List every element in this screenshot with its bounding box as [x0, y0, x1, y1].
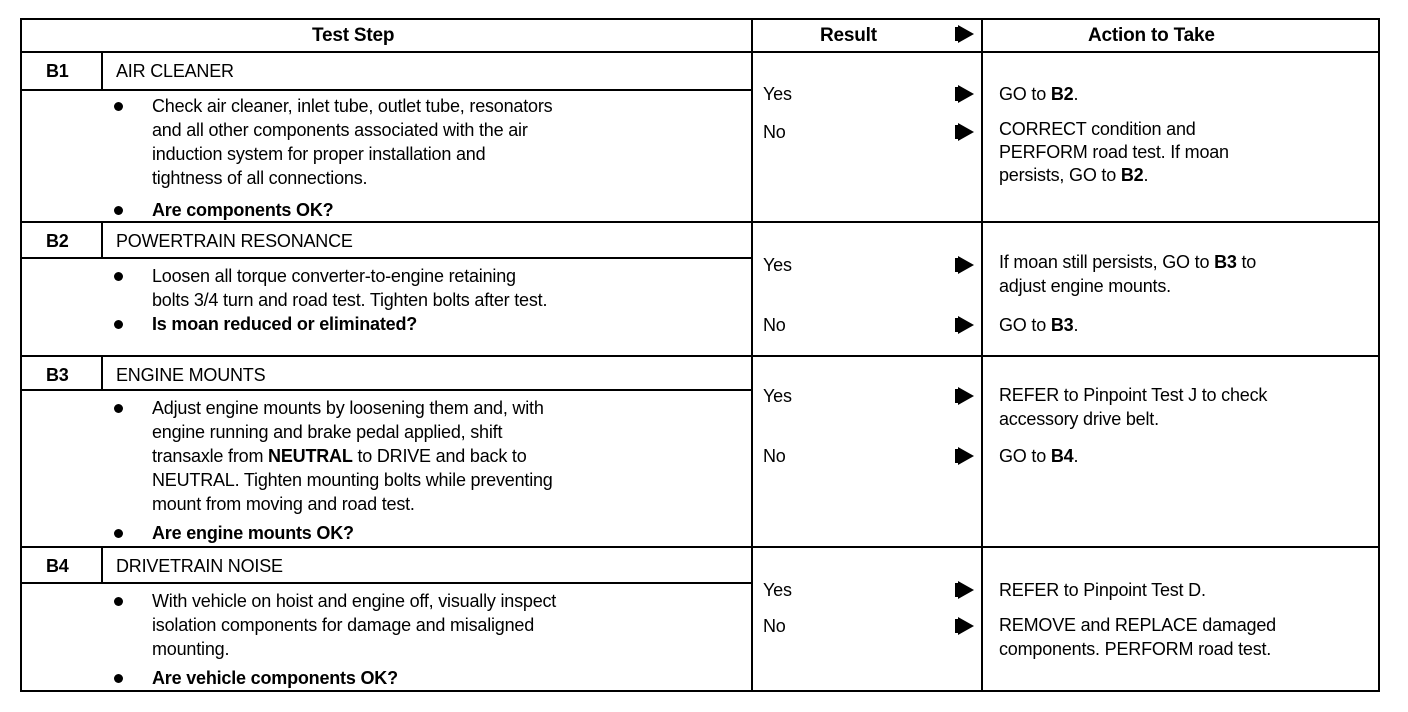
- header-action: Action to Take: [1088, 25, 1215, 46]
- bullet-icon: [114, 272, 123, 281]
- header-test-step: Test Step: [312, 25, 395, 46]
- text-run: engine running and brake pedal applied, shift: [152, 422, 503, 442]
- text-run: REFER to Pinpoint Test D.: [999, 580, 1206, 600]
- step-id: B4: [46, 556, 69, 576]
- bullet-icon: [114, 674, 123, 683]
- text-run: .: [1073, 446, 1079, 466]
- text-run: NEUTRAL: [268, 446, 353, 466]
- bullet-icon: [114, 529, 123, 538]
- text-run: NEUTRAL. Tighten mounting bolts while preventing: [152, 470, 553, 490]
- action-text: [999, 613, 1276, 637]
- divider: [20, 257, 752, 259]
- step-id: B2: [46, 231, 69, 251]
- text-run: REFER to Pinpoint Test J to check: [999, 385, 1268, 405]
- action-text: [999, 140, 1229, 164]
- text-run: With vehicle on hoist and engine off, visually inspect: [152, 591, 557, 611]
- arrow-icon: [958, 25, 974, 43]
- text-run: CORRECT condition and: [999, 119, 1196, 139]
- divider: [101, 356, 103, 390]
- text-run: B2: [1050, 84, 1074, 104]
- text-run: B2: [1120, 165, 1144, 185]
- bullet-icon: [114, 404, 123, 413]
- text-run: tightness of all connections.: [152, 168, 368, 188]
- action-text: [999, 274, 1171, 298]
- header-result: Result: [820, 25, 877, 46]
- text-run: Is moan reduced or eliminated?: [152, 314, 418, 334]
- result-no: No: [763, 122, 786, 142]
- text-run: Check air cleaner, inlet tube, outlet tube, resonators: [152, 96, 553, 116]
- text-run: transaxle from: [152, 446, 269, 466]
- text-run: mounting.: [152, 639, 230, 659]
- instruction-line: [152, 288, 547, 312]
- action-text: [999, 82, 1078, 106]
- text-run: persists, GO to: [999, 165, 1121, 185]
- instruction-line: [152, 312, 417, 336]
- instruction-line: [152, 420, 502, 444]
- instruction-line: [152, 264, 516, 288]
- instruction-line: [152, 166, 367, 190]
- arrow-icon: [958, 581, 974, 599]
- divider: [20, 221, 1380, 223]
- text-run: PERFORM road test. If moan: [999, 142, 1229, 162]
- divider: [20, 89, 752, 91]
- bullet-icon: [114, 206, 123, 215]
- step-title: POWERTRAIN RESONANCE: [116, 231, 353, 251]
- action-text: [999, 313, 1078, 337]
- action-text: [999, 163, 1148, 187]
- divider: [101, 52, 103, 90]
- result-yes: Yes: [763, 386, 792, 406]
- action-text: [999, 444, 1078, 468]
- instruction-line: [152, 396, 544, 420]
- text-run: Loosen all torque converter-to-engine retaining: [152, 266, 516, 286]
- instruction-line: [152, 666, 398, 690]
- bullet-icon: [114, 102, 123, 111]
- text-run: .: [1143, 165, 1149, 185]
- text-run: mount from moving and road test.: [152, 494, 415, 514]
- arrow-icon: [958, 447, 974, 465]
- instruction-line: [152, 521, 354, 545]
- divider: [101, 222, 103, 258]
- text-run: isolation components for damage and misaligned: [152, 615, 535, 635]
- bullet-icon: [114, 320, 123, 329]
- instruction-line: [152, 444, 527, 468]
- text-run: REMOVE and REPLACE damaged: [999, 615, 1276, 635]
- text-run: .: [1073, 315, 1079, 335]
- step-id: B3: [46, 365, 69, 385]
- result-no: No: [763, 315, 786, 335]
- text-run: .: [1073, 84, 1079, 104]
- divider: [20, 51, 1380, 53]
- action-text: [999, 578, 1206, 602]
- arrow-icon: [958, 256, 974, 274]
- step-id: B1: [46, 61, 69, 81]
- text-run: Are engine mounts OK?: [152, 523, 354, 543]
- instruction-line: [152, 198, 333, 222]
- instruction-line: [152, 468, 553, 492]
- text-run: Are components OK?: [152, 200, 334, 220]
- text-run: GO to: [999, 84, 1051, 104]
- result-yes: Yes: [763, 580, 792, 600]
- text-run: Adjust engine mounts by loosening them and, with: [152, 398, 544, 418]
- divider: [101, 547, 103, 583]
- instruction-line: [152, 94, 552, 118]
- text-run: adjust engine mounts.: [999, 276, 1171, 296]
- action-text: [999, 637, 1271, 661]
- instruction-line: [152, 589, 556, 613]
- text-run: B3: [1214, 252, 1237, 272]
- text-run: bolts 3/4 turn and road test. Tighten bolts after test.: [152, 290, 548, 310]
- step-title: ENGINE MOUNTS: [116, 365, 266, 385]
- text-run: components. PERFORM road test.: [999, 639, 1272, 659]
- divider: [20, 355, 1380, 357]
- text-run: GO to: [999, 315, 1051, 335]
- divider: [20, 389, 752, 391]
- step-title: AIR CLEANER: [116, 61, 234, 81]
- result-yes: Yes: [763, 255, 792, 275]
- text-run: to DRIVE and back to: [352, 446, 527, 466]
- arrow-icon: [958, 85, 974, 103]
- action-text: [999, 407, 1159, 431]
- step-title: DRIVETRAIN NOISE: [116, 556, 283, 576]
- text-run: B3: [1050, 315, 1074, 335]
- divider: [20, 546, 1380, 548]
- text-run: B4: [1050, 446, 1074, 466]
- arrow-icon: [958, 316, 974, 334]
- instruction-line: [152, 142, 485, 166]
- instruction-line: [152, 613, 534, 637]
- text-run: and all other components associated with the air: [152, 120, 528, 140]
- action-text: [999, 250, 1256, 274]
- arrow-icon: [958, 617, 974, 635]
- arrow-icon: [958, 387, 974, 405]
- text-run: accessory drive belt.: [999, 409, 1159, 429]
- action-text: [999, 117, 1196, 141]
- divider: [20, 582, 752, 584]
- text-run: induction system for proper installation and: [152, 144, 486, 164]
- result-no: No: [763, 616, 786, 636]
- instruction-line: [152, 118, 528, 142]
- bullet-icon: [114, 597, 123, 606]
- instruction-line: [152, 637, 229, 661]
- arrow-icon: [958, 123, 974, 141]
- text-run: to: [1236, 252, 1257, 272]
- text-run: Are vehicle components OK?: [152, 668, 398, 688]
- result-yes: Yes: [763, 84, 792, 104]
- result-no: No: [763, 446, 786, 466]
- text-run: GO to: [999, 446, 1051, 466]
- action-text: [999, 383, 1267, 407]
- instruction-line: [152, 492, 415, 516]
- text-run: If moan still persists, GO to: [999, 252, 1215, 272]
